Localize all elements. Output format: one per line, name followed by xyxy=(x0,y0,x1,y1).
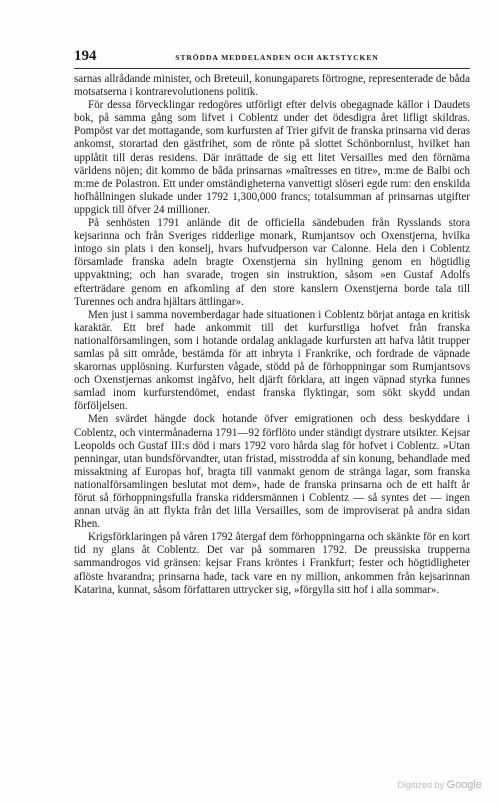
paragraph: Men just i samma novemberdagar hade situationen i Coblentz börjat antaga en kritisk karaktär. Ett bref hade ankommit till det kurfurstliga hofvet från franska nationalförsamlingen, som i hotande ordalag anklagade kurfursten att hafva låtit trupper samlas på sitt område, bestämda för att inbryta i Frankrike, och fordrade de väpnade skarornas upplösning. Kurfursten vågade, stödd på de förhoppningar som Rumjantsovs och Oxenstjernas ankomst ingåfvo, helt djärft förklara, att ingen väpnad styrka funnes samlad inom kurfurstendömet, endast franska flyktingar, som sökt skydd undan förföljelsen. xyxy=(74,308,470,413)
watermark-brand: Google xyxy=(446,779,482,791)
page-number: 194 xyxy=(74,48,97,64)
page-header xyxy=(74,48,470,69)
paragraph: Men svärdet hängde dock hotande öfver emigrationen och dess beskyddare i Coblentz, och vintermånaderna 1791—92 förflöto under ständigt dystrare utsikter. Kejsar Leopolds och Gustaf III:s död i mars 1792 voro hårda slag för hofvet i Coblentz. »Utan penningar, utan bundsförvandter, utan fristad, misstrodda af sin konung, behandlade med missaktning af Europas hof, bragta till vanmakt genom de stränga lagar, som franska nationalförsamlingen beslutat mot dem», hade de franska prinsarna och de ett halft år förut så förhoppningsfulla franska riddersmännen i Coblentz — så syntes det — ingen annan utväg än att flykta från det lilla Versailles, som de improviserat på andra sidan Rhen. xyxy=(74,413,470,531)
running-head: STRÖDDA MEDDELANDEN OCH AKTSTYCKEN xyxy=(175,53,379,62)
watermark-prefix: Digitized by xyxy=(397,780,444,790)
page xyxy=(74,48,470,597)
paragraph: På senhösten 1791 anlände dit de officiella sändebuden från Rysslands stora kejsarinna och från Sveriges ridderlige monark, Rumjantsov och Oxenstjerna, hvilka intogo sin plats i den konselj, hvars hufvudperson var Calonne. Hela den i Coblentz församlade franska adeln bragte Oxenstjerna sin hyllning genom en högtidlig uppvaktning; och han svarade, trogen sin instruktion, såsom »en Gustaf Adolfs efterträdare genom en afkomling af den store kanslern Oxenstjerna borde tala till Turennes och andra hjältars ättlingar». xyxy=(74,217,470,308)
body-text xyxy=(74,73,470,597)
paragraph-continuation: sarnas allrådande minister, och Breteuil, konungaparets förtrogne, representerade de båda motsatserna i kontrarevolutionens politik. xyxy=(74,73,470,99)
digitization-watermark xyxy=(397,779,482,791)
paragraph: För dessa förvecklingar redogöres utförligt efter delvis obegagnade källor i Daudets bok, på samma gång som lifvet i Coblentz under det ödesdigra året lifligt skildras. Pompöst var det mottagande, som kurfursten af Trier gifvit de franska prinsarna vid deras ankomst, storartad den gästfrihet, som de rönte på slottet Schönbornlust, hvilket han upplåtit till deras residens. Där inrättade de sig ett litet Versailles med den förnäma världens nöjen; dit kommo de båda prinsarnas »maîtresses en titre», m:me de Balbi och m:me de Polastron. Ett under omständigheterna vanvettigt slöseri egde rum: den enskilda hofhållningen slukade under 1792 1,300,000 francs; totalsumman af prinsarnas utgifter uppgick till öfver 24 millioner. xyxy=(74,99,470,216)
paragraph: Krigsförklaringen på våren 1792 återgaf dem förhoppningarna och skänkte för en kort tid ny glans åt Coblentz. Det var på sommaren 1792. De preussiska trupperna sammandrogos vid gränsen: kejsar Frans kröntes i Frankfurt; fester och högtidligheter aflöste hvarandra; prinsarna hade, tack vare en ny million, ankommen från kejsarinnan Katarina, kunnat, såsom författaren uttrycker sig, »förgylla sitt hof i alla sommar». xyxy=(74,531,470,596)
